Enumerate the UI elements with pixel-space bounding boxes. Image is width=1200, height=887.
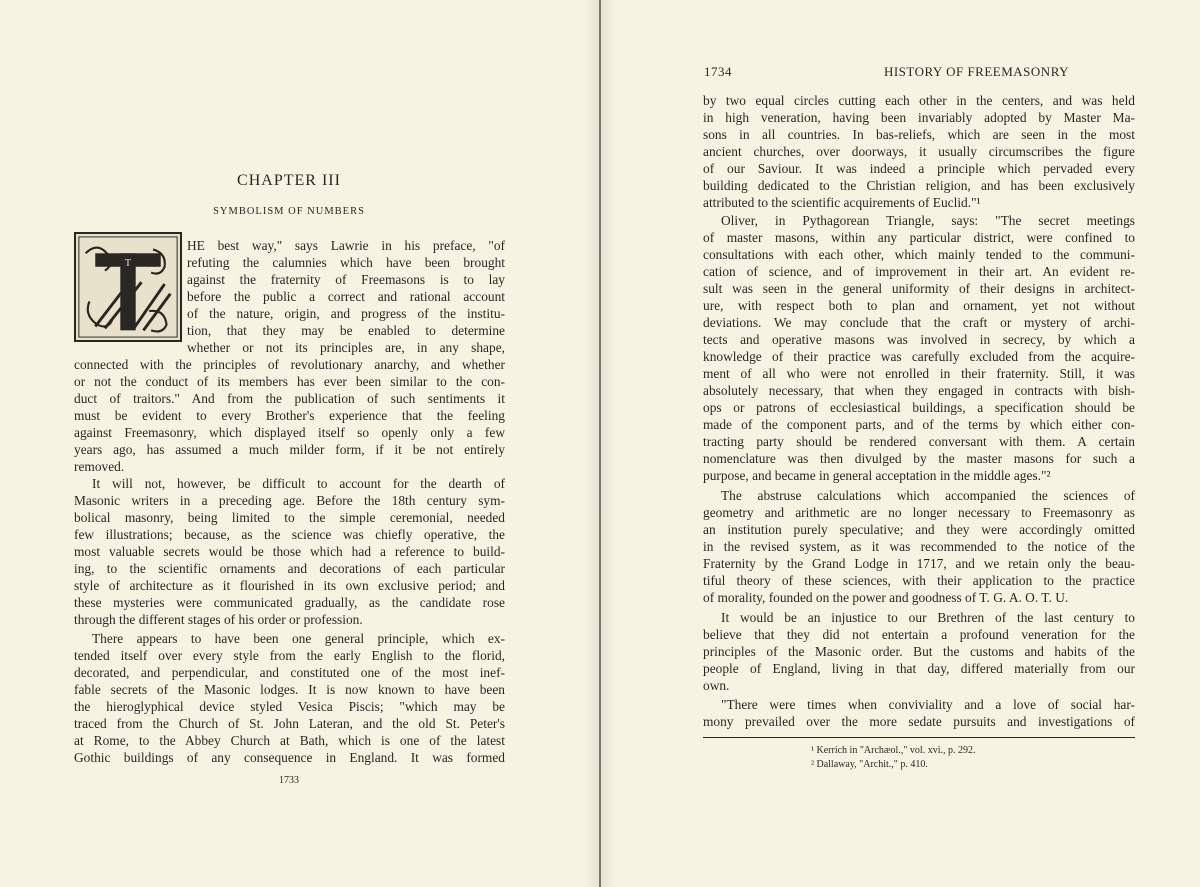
text-line: consultations with each other, which mainly tended to the communi- [703, 247, 1135, 262]
text-line: traced from the Church of St. John Lateran, and the old St. Peter's [74, 716, 505, 731]
text-line: ops or patrons of ecclesiastical buildings, a specification should be [703, 400, 1135, 415]
text-line: at Rome, to the Abbey Church at Bath, which is one of the latest [74, 733, 505, 748]
decorated-initial [74, 232, 182, 342]
text-line: There appears to have been one general principle, which ex- [92, 631, 505, 646]
text-line: people of England, living in that day, differed materially from our [703, 661, 1135, 676]
page-number: 1733 [279, 775, 299, 786]
text-line: must be evident to every Brother's experience that the feeling [74, 408, 505, 423]
text-line: "There were times when conviviality and a love of social har- [721, 697, 1135, 712]
text-line: ing, to the scientific ornaments and decorations of each particular [74, 561, 505, 576]
text-line: tiful theory of these sciences, with their application to the practice [703, 573, 1135, 588]
text-line: cation of science, and of improvement in their art. An evident re- [703, 264, 1135, 279]
text-line: It will not, however, be difficult to account for the dearth of [92, 476, 505, 491]
text-line: by two equal circles cutting each other in the centers, and was held [703, 93, 1135, 108]
text-line: It would be an injustice to our Brethren of the last century to [721, 610, 1135, 625]
chapter-title: CHAPTER III [237, 172, 341, 189]
text-line: years ago, has assumed a much milder form, if it be not entirely [74, 442, 505, 457]
text-line: connected with the principles of revolutionary anarchy, and whether [74, 357, 505, 372]
right-page [601, 0, 1200, 887]
text-line: bolical masonry, being limited to the simple ceremonial, needed [74, 510, 505, 525]
text-line: ment of all who were not enrolled in their fraternity. Still, it was [703, 366, 1135, 381]
text-line: decorated, and perpendicular, and constituted one of the most inef- [74, 665, 505, 680]
text-line: nomenclature was then divulged by the master masons for such a [703, 451, 1135, 466]
text-line: ure, with respect both to plan and ornament, yet not without [703, 298, 1135, 313]
text-line: principles of the Masonic order. But the customs and habits of the [703, 644, 1135, 659]
left-page [0, 0, 599, 887]
footnote-divider [703, 737, 1135, 738]
text-line: whether or not its principles are, in any shape, [187, 340, 505, 355]
text-line: mony prevailed over the more sedate pursuits and investigations of [703, 714, 1135, 729]
text-line: HE best way," says Lawrie in his preface, "of [187, 238, 505, 253]
text-line: geometry and arithmetic are no longer necessary to Freemasonry as [703, 505, 1135, 520]
text-line: the hieroglyphical device styled Vesica Piscis; "which may be [74, 699, 505, 714]
text-line: purpose, and became in general acceptation in the middle ages."² [703, 468, 1051, 483]
text-line: an institution purely speculative; and they were accordingly omitted [703, 522, 1135, 537]
text-line: of the nature, origin, and progress of the institu- [187, 306, 505, 321]
text-line: of morality, founded on the power and goodness of T. G. A. O. T. U. [703, 590, 1069, 605]
text-line: these mysteries were communicated gradually, as the candidate rose [74, 595, 505, 610]
page-number: 1734 [704, 64, 732, 79]
text-line: tended itself over every style from the early English to the florid, [74, 648, 505, 663]
chapter-subtitle: SYMBOLISM OF NUMBERS [213, 206, 365, 217]
text-line: in the revised system, as it was recommended to the notice of the [703, 539, 1135, 554]
text-line: deviations. We may conclude that the craft or mystery of archi- [703, 315, 1135, 330]
text-line: absolutely necessary, that when they engaged in contracts with bish- [703, 383, 1135, 398]
text-line: Fraternity by the Grand Lodge in 1717, and we retain only the beau- [703, 556, 1135, 571]
text-line: fable secrets of the Masonic lodges. It is now known to have been [74, 682, 505, 697]
text-line: against the fraternity of Freemasons is to lay [187, 272, 505, 287]
text-line: style of architecture as it flourished in its own exclusive period; and [74, 578, 505, 593]
text-line: tion, that they may be enabled to determine [187, 323, 505, 338]
text-line: in high veneration, having been invariably adopted by Master Ma- [703, 110, 1135, 125]
text-line: made of the component parts, and of the terms by which either con- [703, 417, 1135, 432]
text-line: most valuable secrets would be those which had a reference to build- [74, 544, 505, 559]
text-line: believe that they did not entertain a profound veneration for the [703, 627, 1135, 642]
text-line: tects and operative masons was involved in secrecy, by which a [703, 332, 1135, 347]
text-line: sult was seen in the general uniformity of their designs in architect- [703, 281, 1135, 296]
text-line: ancient churches, over doorways, it usually circumscribes the figure [703, 144, 1135, 159]
text-line: Oliver, in Pythagorean Triangle, says: "The secret meetings [721, 213, 1135, 228]
text-line: Gothic buildings of any consequence in England. It was formed [74, 750, 505, 765]
footnote-1: ¹ Kerrich in "Archæol.," vol. xvi., p. 292. [811, 745, 976, 756]
text-line: Masonic writers in a preceding age. Before the 18th century sym- [74, 493, 505, 508]
text-line: or not the conduct of its members has ever been similar to the con- [74, 374, 505, 389]
text-line: of master masons, within any particular district, were confined to [703, 230, 1135, 245]
running-title: HISTORY OF FREEMASONRY [883, 64, 1070, 79]
text-line: attributed to the scientific acquirements of Euclid."¹ [703, 195, 981, 210]
text-line: few illustrations; because, as the science was chiefly operative, the [74, 527, 505, 542]
text-line: sons in all countries. In bas-reliefs, which are seen in the most [703, 127, 1135, 142]
text-line: tracting party should be rendered conversant with them. A certain [703, 434, 1135, 449]
text-line: against Freemasonry, which displayed itself so openly only a few [74, 425, 505, 440]
footnote-2: ² Dallaway, "Archit.," p. 410. [811, 759, 928, 770]
text-line: before the public a correct and rational account [187, 289, 505, 304]
text-line: duct of traitors." And from the publication of such sentiments it [74, 391, 505, 406]
text-line: building dedicated to the Christian religion, and has been exclusively [703, 178, 1135, 193]
text-line: refuting the calumnies which have been brought [187, 255, 505, 270]
text-line: removed. [74, 459, 125, 474]
text-line: knowledge of their practice was carefully excluded from the acquire- [703, 349, 1135, 364]
text-line: of our Saviour. It was indeed a principle which pervaded every [703, 161, 1135, 176]
ornament-initial-icon [76, 234, 180, 340]
text-line: The abstruse calculations which accompanied the sciences of [721, 488, 1135, 503]
dropcap-letter: T [124, 257, 132, 269]
text-line: through the different stages of his order or profession. [74, 612, 363, 627]
text-line: own. [703, 678, 730, 693]
